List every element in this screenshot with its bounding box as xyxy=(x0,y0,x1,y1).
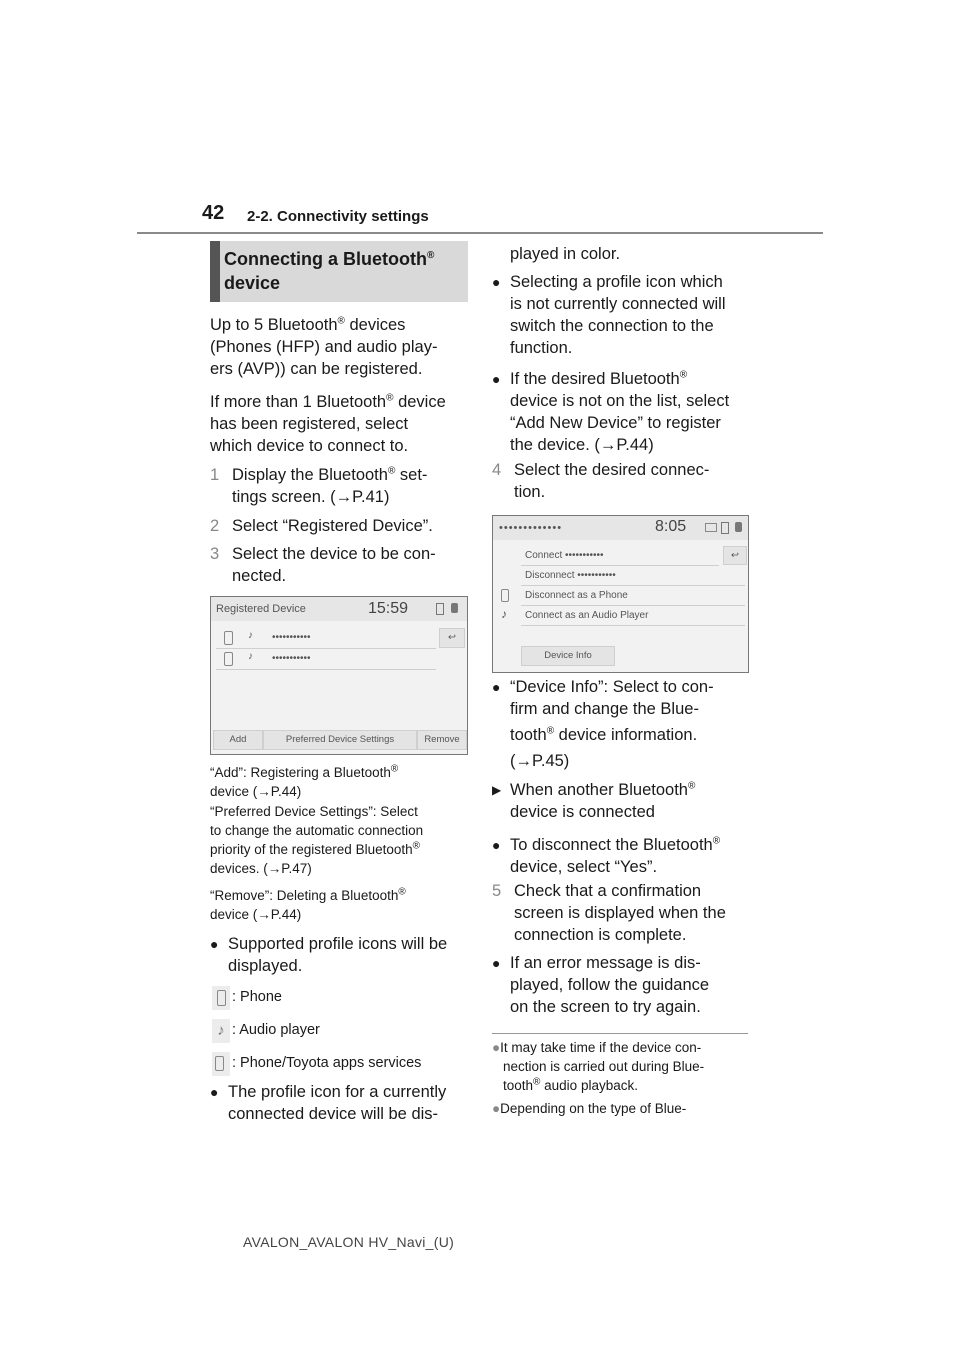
when-another-device: ▶ When another Bluetooth® device is connected xyxy=(492,780,696,821)
screen2-time: 8:05 xyxy=(655,518,687,535)
page-footer: AVALON_AVALON HV_Navi_(U) xyxy=(243,1234,455,1250)
phone-icon xyxy=(224,652,233,666)
back-button[interactable] xyxy=(439,628,465,648)
page-number: 42 xyxy=(202,202,225,224)
device-name-2: ••••••••••• xyxy=(272,653,311,664)
back-arrow-icon: ↩ xyxy=(448,632,456,643)
notes-rule xyxy=(492,1033,748,1034)
option-disconnect-phone[interactable]: Disconnect as a Phone xyxy=(521,586,745,606)
step-3: 3 Select the device to be con- nected. xyxy=(210,545,436,585)
lock-icon xyxy=(451,603,458,613)
registered-device-screen xyxy=(210,596,468,755)
phone-apps-icon xyxy=(212,1052,230,1076)
bullet-profile-icons: ● Supported profile icons will be displayed. xyxy=(210,935,448,975)
status-icon xyxy=(705,523,717,532)
screen1-time: 15:59 xyxy=(368,600,409,617)
add-button[interactable]: Add xyxy=(213,730,263,750)
device-row-2[interactable] xyxy=(216,649,436,670)
heading-bar xyxy=(210,241,220,302)
phone-apps-icon xyxy=(224,631,233,645)
note-2: ●Depending on the type of Blue- xyxy=(492,1101,687,1116)
intro-paragraph-1: Up to 5 Bluetooth® devices (Phones (HFP) and audio play- ers (AVP)) can be registered. xyxy=(210,315,438,378)
option-connect-audio[interactable]: ♪ Connect as an Audio Player xyxy=(521,606,745,626)
option-disconnect[interactable]: Disconnect ••••••••••• xyxy=(521,566,745,586)
bullet-disconnect: ● To disconnect the Bluetooth® device, select “Yes”. xyxy=(492,835,721,876)
audio-icon: ♪ xyxy=(248,651,253,662)
device-info-button[interactable]: Device Info xyxy=(521,646,615,666)
audio-player-icon: ♪ xyxy=(212,1019,230,1043)
device-name-1: ••••••••••• xyxy=(272,632,311,643)
continued-text: played in color. xyxy=(510,245,621,263)
heading-reg: ® xyxy=(426,250,435,261)
screen2-title: ••••••••••••• xyxy=(499,522,563,534)
icon-legend: : Phone ♪ : Audio player : Phone/Toyota apps services xyxy=(212,986,472,1076)
device-row-1[interactable] xyxy=(216,628,436,649)
lock-icon xyxy=(735,522,742,532)
option-connect[interactable]: Connect ••••••••••• xyxy=(521,546,719,566)
preferred-device-settings-button[interactable]: Preferred Device Settings xyxy=(263,730,417,750)
back-button[interactable] xyxy=(723,546,747,565)
header-rule xyxy=(137,232,823,234)
back-arrow-icon: ↩ xyxy=(731,550,739,561)
audio-icon: ♪ xyxy=(248,630,253,641)
screen1-title: Registered Device xyxy=(216,603,306,615)
caption-add: “Add”: Registering a Bluetooth® device (→P.44) xyxy=(210,763,399,799)
step-2: 2 Select “Registered Device”. xyxy=(210,517,433,535)
bullet-connected-icon: ● The profile icon for a currently connected device will be dis- xyxy=(210,1083,447,1123)
caption-preferred: “Preferred Device Settings”: Select to change the automatic connection priority of the registered Bluetooth® devices. (→P.47) xyxy=(210,804,424,876)
phone-icon xyxy=(212,986,230,1010)
bullet-error-message: ● If an error message is dis- played, follow the guidance on the screen to try again. xyxy=(492,954,710,1016)
step-5: 5 Check that a confirmation screen is displayed when the connection is complete. xyxy=(492,882,726,944)
battery-icon xyxy=(721,522,729,534)
step-4: 4 Select the desired connec- tion. xyxy=(492,461,710,501)
heading-line2: device xyxy=(224,273,281,293)
bullet-add-new-device: ● If the desired Bluetooth® device is not on the list, select “Add New Device” to register the device. (→P.44) xyxy=(492,369,730,454)
caption-remove: “Remove”: Deleting a Bluetooth® device (→P.44) xyxy=(210,886,406,922)
bullet-select-profile: ● Selecting a profile icon which is not currently connected will switch the connection to the function. xyxy=(492,273,726,357)
note-1: ●It may take time if the device con- nection is carried out during Blue- tooth® audio playback. xyxy=(492,1040,705,1093)
phone-icon xyxy=(501,589,509,602)
audio-icon: ♪ xyxy=(501,607,507,621)
connection-options-screen xyxy=(492,515,749,673)
remove-button[interactable]: Remove xyxy=(417,730,467,750)
battery-icon xyxy=(436,603,444,615)
intro-paragraph-2: If more than 1 Bluetooth® device has been registered, select which device to connect to. xyxy=(210,392,446,455)
heading-line1: Connecting a Bluetooth xyxy=(224,249,427,269)
step-1: 1 Display the Bluetooth® set- tings screen. (→P.41) xyxy=(210,465,428,506)
bullet-device-info: ● “Device Info”: Select to con- firm and change the Blue- tooth® device information. (→P.45) xyxy=(492,678,714,770)
section-heading xyxy=(210,241,468,302)
section-title: 2-2. Connectivity settings xyxy=(247,208,429,225)
